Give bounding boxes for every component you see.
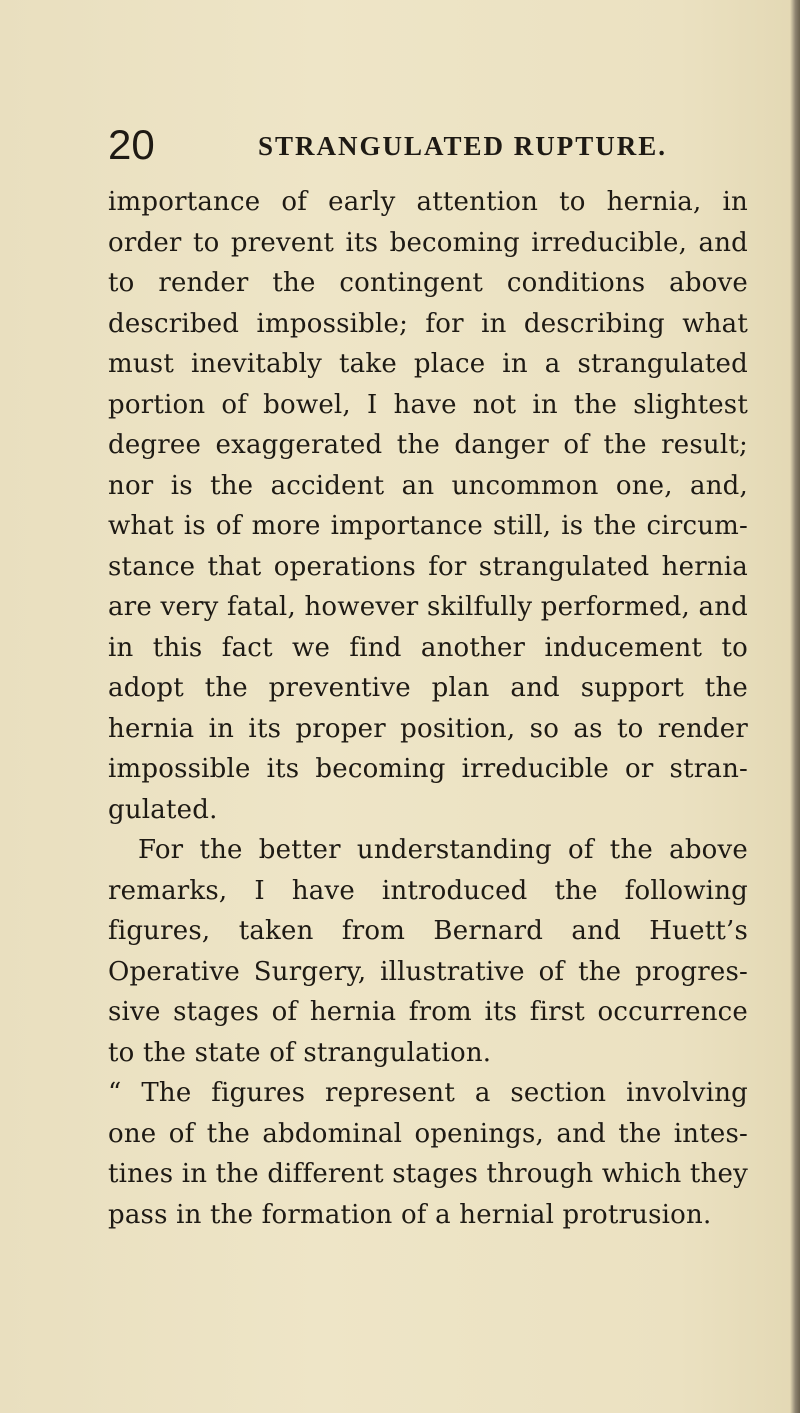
text-line: impossible its becoming irreducible or stran- — [108, 754, 748, 784]
text-line: described impossible; for in describing what — [108, 308, 748, 339]
text-line: sive stages of hernia from its first occurrence — [108, 997, 748, 1027]
text-line: “ The figures represent a section involving — [108, 1078, 748, 1108]
text-line: tines in the different stages through which they — [108, 1159, 748, 1189]
text-line: remarks, I have introduced the following — [108, 875, 748, 906]
text-line: are very fatal, however skilfully performed, and — [108, 592, 748, 622]
page-header — [108, 120, 748, 170]
text-line: to the state of strangulation. — [108, 1037, 492, 1068]
text-line: Operative Surgery, illustrative of the progres- — [108, 956, 748, 987]
text-line: figures, taken from Bernard and Huett’s — [108, 916, 748, 946]
text-line: in this fact we find another inducement to — [108, 632, 748, 663]
text-line: to render the contingent conditions above — [108, 268, 748, 298]
text-line: pass in the formation of a hernial protrusion. — [108, 1199, 712, 1230]
text-line: what is of more importance still, is the circum- — [108, 511, 748, 541]
text-line: For the better understanding of the above — [138, 835, 748, 865]
running-head: STRANGULATED RUPTURE. — [258, 131, 668, 161]
text-line: importance of early attention to hernia, in — [108, 187, 748, 217]
text-line: must inevitably take place in a strangulated — [108, 349, 748, 379]
text-line: stance that operations for strangulated hernia — [108, 551, 748, 582]
text-line: one of the abdominal openings, and the intes- — [108, 1118, 748, 1149]
page-edge-shadow — [790, 0, 800, 1413]
text-line: nor is the accident an uncommon one, and, — [108, 470, 748, 501]
text-line: portion of bowel, I have not in the slightest — [108, 389, 748, 420]
text-line: hernia in its proper position, so as to render — [108, 713, 748, 744]
page-number: 20 — [108, 121, 155, 168]
text-line: gulated. — [108, 794, 218, 825]
text-line: order to prevent its becoming irreducible, and — [108, 227, 748, 258]
text-line: adopt the preventive plan and support the — [108, 673, 748, 703]
text-line: degree exaggerated the danger of the result; — [108, 430, 748, 460]
body-text — [108, 182, 748, 1235]
